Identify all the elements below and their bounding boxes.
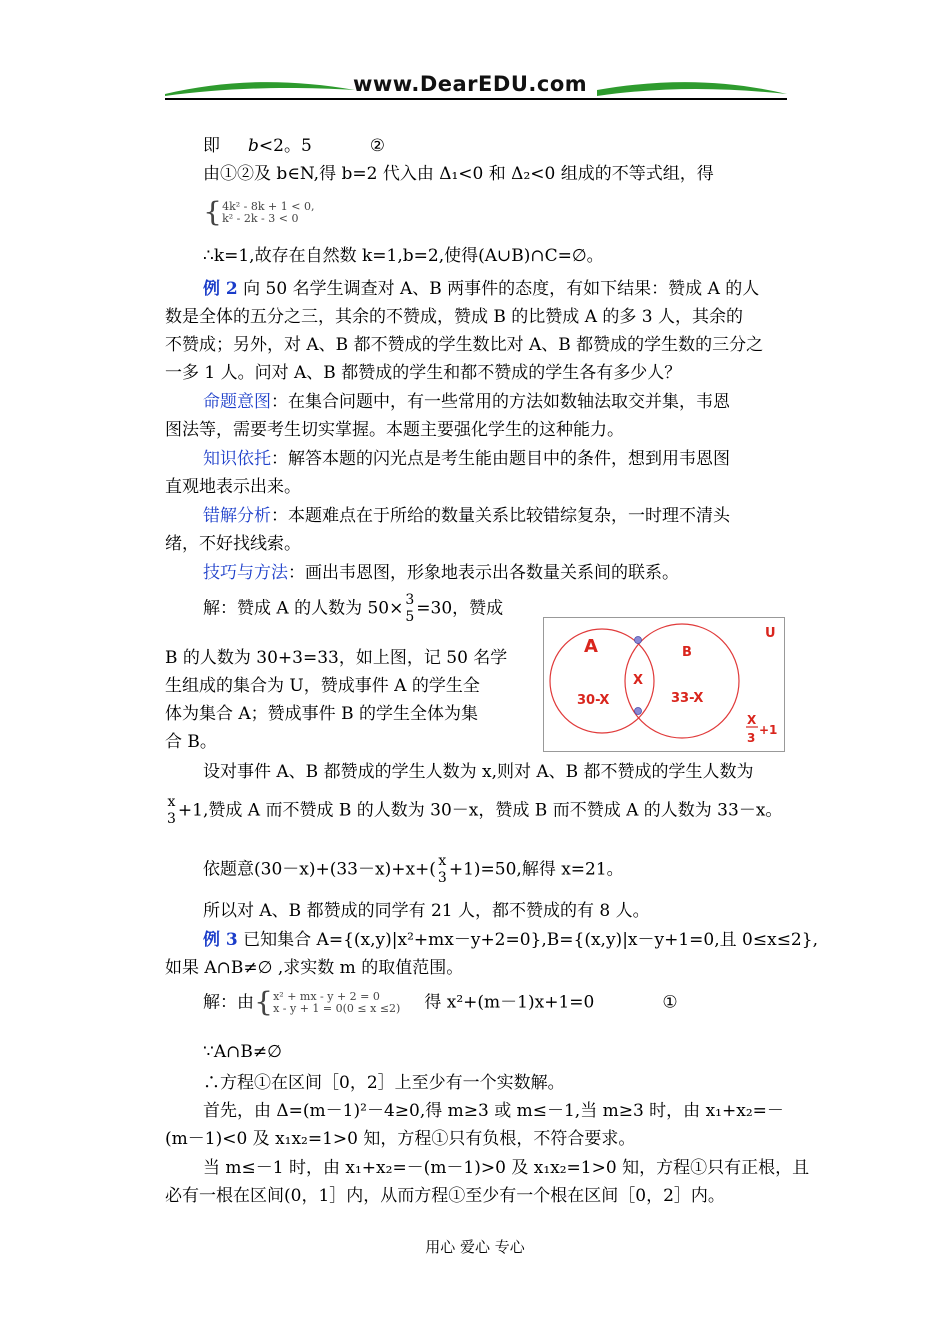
section-label: 错解分析 (203, 506, 271, 526)
label-b-only: 33-X (671, 691, 704, 706)
text-line: 依题意(30－x)+(33－x)+x+( x 3 +1)=50,解得 x=21。 (203, 853, 624, 886)
label-a-only: 30-X (577, 693, 610, 708)
label-outside-den: 3 (747, 731, 756, 745)
text-line: 由①②及 b∈N,得 b=2 代入由 Δ₁<0 和 Δ₂<0 组成的不等式组，得 (203, 164, 714, 184)
fraction-x-3: x 3 (167, 794, 176, 827)
section-label: 技巧与方法 (203, 563, 288, 583)
text-line: 不赞成；另外，对 A、B 都不赞成的学生数比对 A、B 都赞成的学生数的三分之 (165, 335, 764, 355)
text-line: (m－1)<0 及 x₁x₂=1>0 知，方程①只有负根，不符合要求。 (165, 1129, 636, 1149)
brace-icon: { (203, 196, 223, 229)
text-line: 首先，由 Δ=(m－1)²－4≥0,得 m≥3 或 m≤－1,当 m≥3 时，由 x₁+x₂=－ (203, 1101, 784, 1121)
text-line: 错解分析：本题难点在于所给的数量关系比较错综复杂，一时理不清头 (203, 506, 730, 526)
text-line: 即 b<2。5 ② (203, 136, 386, 156)
label-a: A (584, 636, 598, 657)
brace-icon: { (254, 986, 274, 1019)
text-line: 解：由{ x² + mx - y + 2 = 0 x - y + 1 = 0(0 ≤ x ≤2) 得 x²+(m－1)x+1=0 ① (203, 986, 678, 1019)
text-line: 所以对 A、B 都赞成的同学有 21 人，都不赞成的有 8 人。 (203, 901, 650, 921)
header-rule (165, 98, 787, 100)
text-line: 命题意图：在集合问题中，有一些常用的方法如数轴法取交并集，韦恩 (203, 392, 730, 412)
venn-diagram (543, 617, 785, 752)
text-line: 生组成的集合为 U，赞成事件 A 的学生全 (165, 676, 480, 696)
text-line: ∵A∩B≠∅ (203, 1042, 282, 1062)
text-line: 解：赞成 A 的人数为 50× 3 5 =30，赞成 (203, 592, 504, 625)
example-3-line: 例 3 已知集合 A={(x,y)|x²+mx－y+2=0},B={(x,y)|x－y+1=0,且 0≤x≤2}, (203, 930, 818, 950)
text-line: B 的人数为 30+3=33，如上图，记 50 名学 (165, 648, 508, 668)
page-header (165, 70, 787, 102)
label-u: U (765, 626, 776, 641)
label-outside-num: X (747, 713, 757, 727)
text-line: ∴方程①在区间［0，2］上至少有一个实数解。 (203, 1073, 565, 1093)
site-brand: www.DearEDU.com (353, 72, 588, 96)
fraction-3-5: 3 5 (405, 592, 415, 625)
text-line: 设对事件 A、B 都赞成的学生人数为 x,则对 A、B 都不赞成的学生人数为 (203, 762, 754, 782)
intersection-point (635, 637, 642, 644)
text-line: x 3 +1,赞成 A 而不赞成 B 的人数为 30－x，赞成 B 而不赞成 A 的人数为 33－x。 (167, 794, 783, 827)
right-swoosh-decoration (597, 76, 787, 100)
label-x: X (633, 673, 644, 688)
text-line: 如果 A∩B≠∅ ,求实数 m 的取值范围。 (165, 958, 464, 978)
label-outside-plus: +1 (759, 723, 778, 737)
text-line: ∴k=1,故存在自然数 k=1,b=2,使得(A∪B)∩C=∅。 (203, 246, 604, 266)
text-line: 一多 1 人。问对 A、B 都赞成的学生和都不赞成的学生各有多少人？ (165, 363, 682, 383)
example-2-line: 例 2 向 50 名学生调查对 A、B 两事件的态度，有如下结果：赞成 A 的人 (203, 279, 760, 299)
text-line: 必有一根在区间(0，1］内，从而方程①至少有一个根在区间［0，2］内。 (165, 1186, 725, 1206)
inequality-system: { 4k² - 8k + 1 < 0, k² - 2k - 3 < 0 (203, 196, 315, 229)
text-line: 体为集合 A；赞成事件 B 的学生全体为集 (165, 704, 478, 724)
example-label: 例 3 (203, 930, 238, 950)
intersection-point (635, 708, 642, 715)
text-line: 当 m≤－1 时，由 x₁+x₂=－(m－1)>0 及 x₁x₂=1>0 知，方程①只有正根，且 (203, 1158, 810, 1178)
label-b: B (682, 645, 692, 660)
example-label: 例 2 (203, 279, 238, 299)
text-line: 绪，不好找线索。 (165, 534, 301, 554)
text-line: 直观地表示出来。 (165, 477, 301, 497)
text-line: 知识依托：解答本题的闪光点是考生能由题目中的条件，想到用韦恩图 (203, 449, 730, 469)
text-line: 数是全体的五分之三，其余的不赞成，赞成 B 的比赞成 A 的多 3 人，其余的 (165, 307, 744, 327)
section-label: 知识依托 (203, 449, 271, 469)
left-swoosh-decoration (165, 76, 355, 100)
text-line: 图法等，需要考生切实掌握。本题主要强化学生的这种能力。 (165, 420, 624, 440)
page-footer: 用心 爱心 专心 (425, 1238, 525, 1256)
text-line: 技巧与方法：画出韦恩图，形象地表示出各数量关系间的联系。 (203, 563, 679, 583)
section-label: 命题意图 (203, 392, 271, 412)
fraction-x-3: x 3 (437, 853, 447, 886)
text-line: 合 B。 (165, 732, 217, 752)
